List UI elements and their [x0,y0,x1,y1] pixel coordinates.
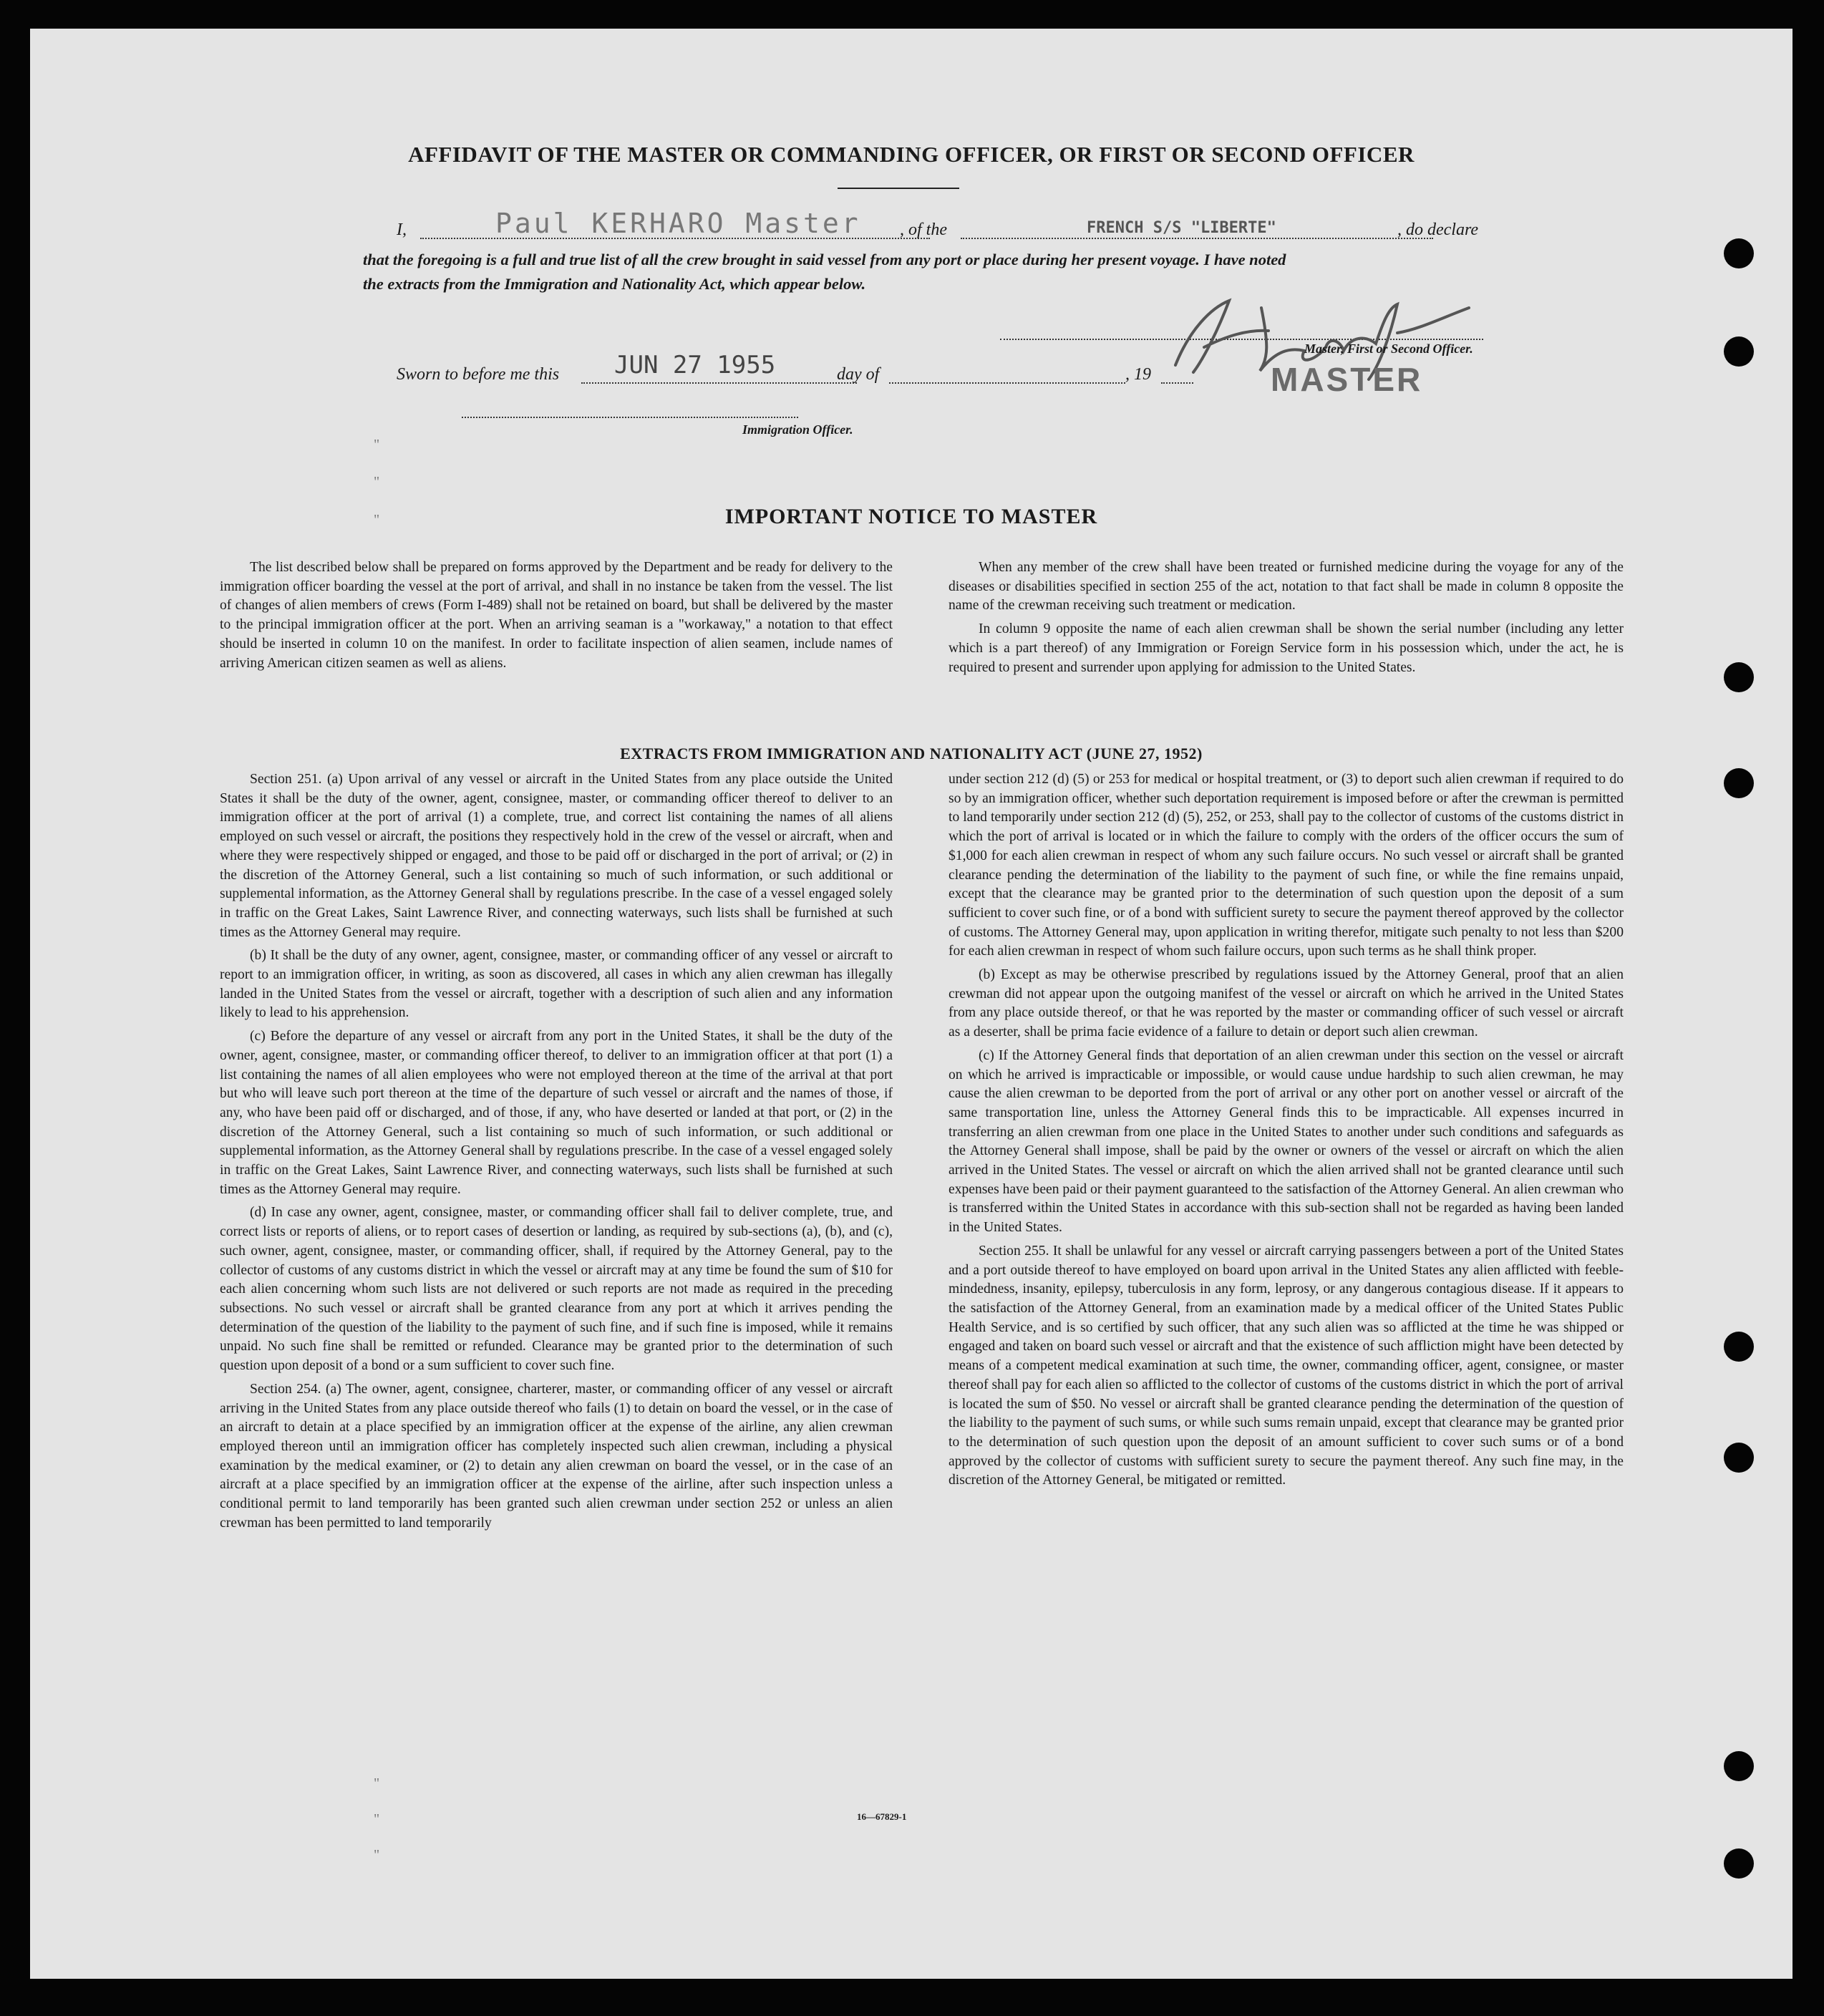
notice-right-paragraph-1: When any member of the crew shall have been treated or furnished medicine during the voyage for any of the diseases or disabilities specified in section 255 of the act, notation to that fact shall be made in column 8 opposite the name of the crewman receiving such treatment or medication. [949,560,1624,614]
section-254-b: (b) Except as may be otherwise prescribed by regulations issued by the Attorney General, proof that an alien crewman did not appear upon the outgoing manifest of the vessel or aircraft on which he arrived in the United States from any place outside thereof, or that he was reported by the master or commanding officer of such vessel or aircraft as a deserter, shall be prima facie evidence of a failure to detain or deport such alien crewman. [949,967,1624,1040]
notice-title: IMPORTANT NOTICE TO MASTER [724,505,1098,528]
section-251-c: (c) Before the departure of any vessel or aircraft from any port in the United States, it shall be the duty of the owner, agent, consignee, master, or commanding officer thereof, to deliver to an immigration officer at that port (1) a list containing the names of all alien employees who were not employed thereon at the time of the arrival at that port but who will leave such port thereon at the time of the departure of such vessel or aircraft and the names of those, if any, who have been paid off or discharged, and of those, if any, who have deserted or landed at that port, or (2) in the discretion of the Attorney General, such a list containing so much of such information, or such additional or supplemental information, as the Attorney General shall by regulations prescribe. In the case of a vessel engaged solely in traffic on the Great Lakes, Saint Lawrence River, and connecting waterways, such lists shall be furnished at such times as the Attorney General may require. [220,1029,893,1197]
sworn-label: Sworn to before me this [397,365,560,384]
section-255: Section 255. It shall be unlawful for any vessel or aircraft carrying passengers between a port of the United States and a port outside thereof to have employed on board upon arrival in the United States any alien afflicted with feeble-mindedness, insanity, epilepsy, tuberculosis in any form, leprosy, or any dangerous contagious disease. If it appears to the satisfaction of the Attorney General, from an examination made by a medical officer of the United States Public Health Service, and is so certified by such officer, that any such alien was so afflicted at the time he was shipped or engaged and taken on board such vessel or aircraft and that the existence of such affliction might have been detected by means of a competent medical examination at such time, the owner, commanding officer, agent, consignee, or master thereof shall pay for each alien so afflicted to the collector of customs of the customs district in which the port of arrival is located the sum of $50. No vessel or aircraft shall be granted clearance pending the determination of the question of the liability to the payment of such sums, or while such sums remain unpaid, except that clearance may be granted prior to the determination of such question upon the deposit of an amount sufficient to cover such sums or of a bond approved by the collector of customs with sufficient surety to secure the payment thereof. Any such fine may, in the discretion of the Attorney General, be mitigated or remitted. [949,1243,1624,1488]
extracts-left-column [220,770,893,1533]
notice-left-column [220,558,893,673]
punch-hole [1724,1332,1754,1362]
affidavit-title: AFFIDAVIT OF THE MASTER OR COMMANDING OFFICER, OR FIRST OR SECOND OFFICER [408,142,1415,167]
title-rule [838,188,959,189]
master-name-value: Paul KERHARO Master [495,208,861,239]
day-of-label: day of [837,365,880,384]
extracts-right-column [949,770,1624,1491]
section-251-a: Section 251. (a) Upon arrival of any vessel or aircraft in the United States from any place outside the United States it shall be the duty of the owner, agent, consignee, master, or commanding officer thereof to deliver to an immigration officer at the port of arrival (1) a complete, true, and correct list containing the names of all aliens employed on such vessel or aircraft, the positions they respectively hold in the crew of the vessel or aircraft, when and where they were respectively shipped or engaged, and those to be paid off or discharged in the port of arrival; or (2) in the discretion of the Attorney General, such a list containing so much of such information, or such additional or supplemental information, as the Attorney General shall by regulations prescribe. In the case of a vessel engaged solely in traffic on the Great Lakes, Saint Lawrence River, and connecting waterways, such lists shall be furnished at such times as the Attorney General may require. [220,772,893,940]
month-field-line [889,382,1125,384]
affidavit-body-line-1: that the foregoing is a full and true list of all the crew brought in said vessel from any port or place during her present voyage. I have noted [363,251,1286,268]
sworn-date-line [581,382,857,384]
i-label: I, [397,220,407,239]
affidavit-body-line-2: the extracts from the Immigration and Nationality Act, which appear below. [363,275,866,293]
form-number: 16—67829-1 [857,1811,907,1822]
immigration-officer-label: Immigration Officer. [742,422,853,437]
punch-hole [1724,1751,1754,1781]
do-declare-label: , do declare [1397,220,1479,239]
vessel-field-line [961,238,1433,239]
master-stamp: MASTER [1271,361,1423,398]
section-254-a-continued: under section 212 (d) (5) or 253 for medical or hospital treatment, or (3) to deport such alien crewman if required to do so by an immigration officer, whether such deportation requirement is imposed before or after the crewman is permitted to land temporarily under section 212 (d) (5), 252, or 253, shall pay to the collector of customs of the customs district in which the port of arrival is located or in which the failure to comply with the orders of the officer occurs the sum of $1,000 for each alien crewman in respect of whom any such failure occurs. No such vessel or aircraft shall be granted clearance pending the determination of the liability to the payment of such fine, or while the fine remains unpaid, except that the clearance may be granted prior to the determination of such question upon the deposit of a sum sufficient to cover such fine, or of a bond with sufficient surety to secure the payment thereof approved by the collector of customs. The Attorney General may, upon application in writing therefor, mitigate such penalty to not less than $200 for each alien crewman in respect of whom such failure occurs, upon such terms as he shall think proper. [949,772,1624,959]
extracts-title: EXTRACTS FROM IMMIGRATION AND NATIONALITY ACT (JUNE 27, 1952) [620,745,1203,762]
punch-hole [1724,238,1754,268]
section-251-d: (d) In case any owner, agent, consignee, master, or commanding officer shall fail to deliver complete, true, and correct lists or reports of aliens, or to report cases of desertion or landing, as required by sub-sections (a), (b), and (c), such owner, agent, consignee, master, or commanding officer, shall, if required by the Attorney General, pay to the collector of customs of any customs district in which the vessel or aircraft may at any time be found the sum of $10 for each alien concerning whom such lists are not delivered or such reports are not made as required in the preceding subsections. No such vessel or aircraft shall be granted clearance from any port at which it arrives pending the determination of the question of the liability to the payment of such fine, and if such fine is imposed, while it remains unpaid. No such fine shall be remitted or refunded. Clearance may be granted prior to the determination of such question upon deposit of a bond or a sum sufficient to cover such fine. [220,1205,893,1374]
section-254-c: (c) If the Attorney General finds that deportation of an alien crewman under this section on the vessel or aircraft on which he arrived is impracticable or impossible, or would cause undue hardship to such alien crewman, he may cause the alien crewman to be deported from the port of arrival or any other port on another vessel or aircraft of the same transportation line, unless the Attorney General finds this to be impracticable. All expenses incurred in transferring an alien crewman from one place in the United States to another under such conditions and safeguards as the Attorney General shall impose, shall be paid by the owner or owners of the vessel or aircraft on which the alien arrived in the United States. The vessel or aircraft on which the alien arrived shall not be granted clearance until such expenses have been paid or their payment guaranteed to the satisfaction of the Attorney General. An alien crewman who is transferred within the United States in accordance with this sub-section shall not be regarded as having been landed in the United States. [949,1047,1624,1236]
section-251-b: (b) It shall be the duty of any owner, agent, consignee, master, or commanding officer of any vessel or aircraft to report to an immigration officer, in writing, as soon as discovered, all cases in which any alien crewman has illegally landed in the United States from the vessel or aircraft, together with a description of such alien and any information likely to lead to his apprehension. [220,948,893,1021]
year-field-line [1161,382,1193,384]
punch-hole [1724,662,1754,692]
immigration-officer-line [462,417,798,418]
document-page: " " " " " " AFFIDAVIT OF THE MASTER OR COMMANDING OFFICER, OR FIRST OR SECOND OFFICER I, Paul KERHARO Master , of the FRENCH S/S "LIBERTE" , do declare that the foregoing is a full and true list of all the crew brought in said vessel from any port or place during her present voyage. I have noted the extracts from the Immigration and Nationality Act, which appear below. Master, First or Second Officer. MASTER Sworn to before me this JUN 27 1955 day of , 19 Immigration Officer. IMPORTANT NOTICE TO MASTER The list described below shall be prepared on forms approved by the Department and be ready for delivery to the immigration officer boarding the vessel at the port of arrival, and shall in no instance be taken from the vessel. The list of changes of alien members of crews (Form I-489) shall not be retained on board, but shall be delivered by the master to the principal immigration officer at the port. When an arriving seaman is a "workaway," a notation to that effect should be inserted in column 10 on the manifest. In order to facilitate inspection of alien seamen, include names of arriving American citizen seamen as well as aliens. When any member of the crew shall have been treated or furnished medicine during the voyage for any of the diseases or disabilities specified in section 255 of the act, notation to that fact shall be made in column 8 opposite the name of the crewman receiving such treatment or medication. In column 9 opposite the name of each alien crewman shall be shown the serial number (including any letter which is a part thereof) of any Immigration or Foreign Service form in his possession which, under the act, he is required to present and surrender upon applying for admission to the United States. EXTRACTS FROM IMMIGRATION AND NATIONALITY ACT (JUNE 27, 1952) Section 251. (a) Upon arrival of any vessel or aircraft in the United States from any place outside the United States it shall be the duty of the owner, agent, consignee, master, or commanding officer thereof to deliver to an immigration officer at the port of arrival (1) a complete, true, and correct list containing the names of all aliens employed on such vessel or aircraft, the positions they respectively hold in the crew of the vessel or aircraft, when and where they were respectively shipped or engaged, and those to be paid off or discharged in the port of arrival; or (2) in the discretion of the Attorney General, such a list containing so much of such information, or such additional or supplemental information, as the Attorney General shall by regulations prescribe. In the case of a vessel engaged solely in traffic on the Great Lakes, Saint Lawrence River, and connecting waterways, such lists shall be furnished at such times as the Attorney General may require. (b) It shall be the duty of any owner, agent, consignee, master, or commanding officer of any vessel or aircraft to report to an immigration officer, in writing, as soon as discovered, all cases in which any alien crewman has illegally landed in the United States from the vessel or aircraft, together with a description of such alien and any information likely to lead to his apprehension. (c) Before the departure of any vessel or aircraft from any port in the United States, it shall be the duty of the owner, agent, consignee, master, or commanding officer thereof, to deliver to an immigration officer at that port (1) a list containing the names of all alien employees who were not employed thereon at the time of the arrival at that port but who will leave such port thereon at the time of the departure of such vessel or aircraft and the names of those, if any, who have been paid off or discharged, and of those, if any, who have deserted or landed at that port, or (2) in the discretion of the Attorney General, such a list containing so much of such information, or such additional or supplemental information, as the Attorney General shall by regulations prescribe. In the case of a vessel engaged solely in traffic on the Great Lakes, Saint Lawrence River, and connecting waterways, such lists shall be furnished at such times as the Attorney General may require. (d) In case any owner, agent, consignee, master, or commanding officer shall fail to deliver complete, true, and correct lists or reports of aliens, or to report cases of desertion or landing, as required by sub-sections (a), (b), and (c), such owner, agent, consignee, master, or commanding officer, shall, if required by the Attorney General, pay to the collector of customs of any customs district in which the vessel or aircraft may at any time be found the sum of $10 for each alien concerning whom such lists are not delivered or such reports are not made as required in the preceding subsections. No such vessel or aircraft shall be granted clearance from any port at which it arrives pending the determination of the question of the liability to the payment of such fine, and if such fine is imposed, while it remains unpaid. No such fine shall be remitted or refunded. Clearance may be granted prior to the determination of such question upon deposit of a bond or a sum sufficient to cover such fine. Section 254. (a) The owner, agent, consignee, charterer, master, or commanding officer of any vessel or aircraft arriving in the United States from any place outside thereof who fails (1) to detain on board the vessel, or in the case of an aircraft to detain at a place specified by an immigration officer at the expense of the airline, any alien crewman employed thereon until an immigration officer has completely inspected such alien crewman, including a physical examination by the medical examiner, or (2) to detain any alien crewman on board the vessel, or in the case of an aircraft at a place specified by an immigration officer at the expense of the airline, after such inspection unless a conditional permit to land temporarily has been granted such alien crewman under section 252 or unless an alien crewman has been permitted to land temporarily under section 212 (d) (5) or 253 for medical or hospital treatment, or (3) to deport such alien crewman if required to do so by an immigration officer, whether such deportation requirement is imposed before or after the crewman is permitted to land temporarily under section 212 (d) (5), 252, or 253, shall pay to the collector of customs of the customs district in which the port of arrival is located or in which the failure to comply with the orders of the officer occurs the sum of $1,000 for each alien crewman in respect of whom any such failure occurs. No such vessel or aircraft shall be granted clearance pending the determination of the liability to the payment of such fine, or while the fine remains unpaid, except that the clearance may be granted prior to the determination of such question upon the deposit of a sum sufficient to cover such fine, or of a bond with sufficient surety to secure the payment thereof approved by the collector of customs. The Attorney General may, upon application in writing therefor, mitigate such penalty to not less than $200 for each alien crewman in respect of whom such failure occurs, upon such terms as he shall think proper. (b) Except as may be otherwise prescribed by regulations issued by the Attorney General, proof that an alien crewman did not appear upon the outgoing manifest of the vessel or aircraft on which he arrived in the United States from any place outside thereof, or that he was reported by the master or commanding officer of such vessel or aircraft as a deserter, shall be prima facie evidence of a failure to detain or deport such alien crewman. (c) If the Attorney General finds that deportation of an alien crewman under this section on the vessel or aircraft on which he arrived is impracticable or impossible, or would cause undue hardship to such alien crewman, he may cause the alien crewman to be deported from the port of arrival or any other port on another vessel or aircraft of the same transportation line, unless the Attorney General finds this to be impracticable. All expenses incurred in transferring an alien crewman from one place in the United States to another under such conditions and safeguards as the Attorney General shall impose, shall be paid by the owner or owners of the vessel or aircraft on which the alien arrived in the United States. The vessel or aircraft on which the alien arrived shall not be granted clearance until such expenses have been paid or their payment guaranteed to the satisfaction of the Attorney General. An alien crewman who is transferred within the United States in accordance with this sub-section shall not be regarded as having been landed in the United States. Section 255. It shall be unlawful for any vessel or aircraft carrying passengers between a port of the United States and a port outside thereof to have employed on board upon arrival in the United States any alien afflicted with feeble-mindedness, insanity, epilepsy, tuberculosis in any form, leprosy, or any dangerous contagious disease. If it appears to the satisfaction of the Attorney General, from an examination made by a medical officer of the United States Public Health Service, and is so certified by such officer, that any such alien was so afflicted at the time he was shipped or engaged and taken on board such vessel or aircraft and that the existence of such affliction might have been detected by means of a competent medical examination at such time, the owner, commanding officer, agent, consignee, or master thereof shall pay for each alien so afflicted to the collector of customs of the customs district in which the port of arrival is located the sum of $50. No vessel or aircraft shall be granted clearance pending the determination of the question of the liability to the payment of such sums, or while such sums remain unpaid, except that clearance may be granted prior to the determination of such question upon the deposit of an amount sufficient to cover such sums or of a bond approved by the collector of customs with sufficient surety to secure the payment thereof. Any such fine may, in the discretion of the Attorney General, be mitigated or remitted. 16—67829-1 [30,29,1793,1979]
notice-left-paragraph: The list described below shall be prepared on forms approved by the Department and be ready for delivery to the immigration officer boarding the vessel at the port of arrival, and shall in no instance be taken from the vessel. The list of changes of alien members of crews (Form I-489) shall not be retained on board, but shall be delivered by the master to the principal immigration officer at the port. When an arriving seaman is a "workaway," a notation to that effect should be inserted in column 10 on the manifest. In order to facilitate inspection of alien seamen, include names of arriving American citizen seamen as well as aliens. [220,560,893,671]
vessel-value: FRENCH S/S "LIBERTE" [1087,219,1276,237]
of-the-label: , of the [900,220,947,239]
master-title-label: Master, First or Second Officer. [1304,341,1473,356]
punch-hole [1724,1443,1754,1473]
year-label: , 19 [1125,365,1151,384]
punch-hole [1724,336,1754,367]
punch-hole [1724,1848,1754,1879]
notice-right-column [949,558,1624,677]
section-254-a: Section 254. (a) The owner, agent, consignee, charterer, master, or commanding officer of any vessel or aircraft arriving in the United States from any place outside thereof who fails (1) to detain on board the vessel, or in the case of an aircraft to detain at a place specified by an immigration officer at the expense of the airline, any alien crewman employed thereon until an immigration officer has completely inspected such alien crewman, including a physical examination by the medical examiner, or (2) to detain any alien crewman on board the vessel, or in the case of an aircraft at a place specified by an immigration officer at the expense of the airline, after such inspection unless a conditional permit to land temporarily has been granted such alien crewman under section 252 or unless an alien crewman has been permitted to land temporarily [220,1381,893,1531]
notice-right-paragraph-2: In column 9 opposite the name of each alien crewman shall be shown the serial number (including any letter which is a part thereof) of any Immigration or Foreign Service form in his possession which, under the act, he is required to present and surrender upon applying for admission to the United States. [949,621,1624,675]
punch-hole [1724,768,1754,798]
sworn-date-stamp: JUN 27 1955 [614,351,776,379]
